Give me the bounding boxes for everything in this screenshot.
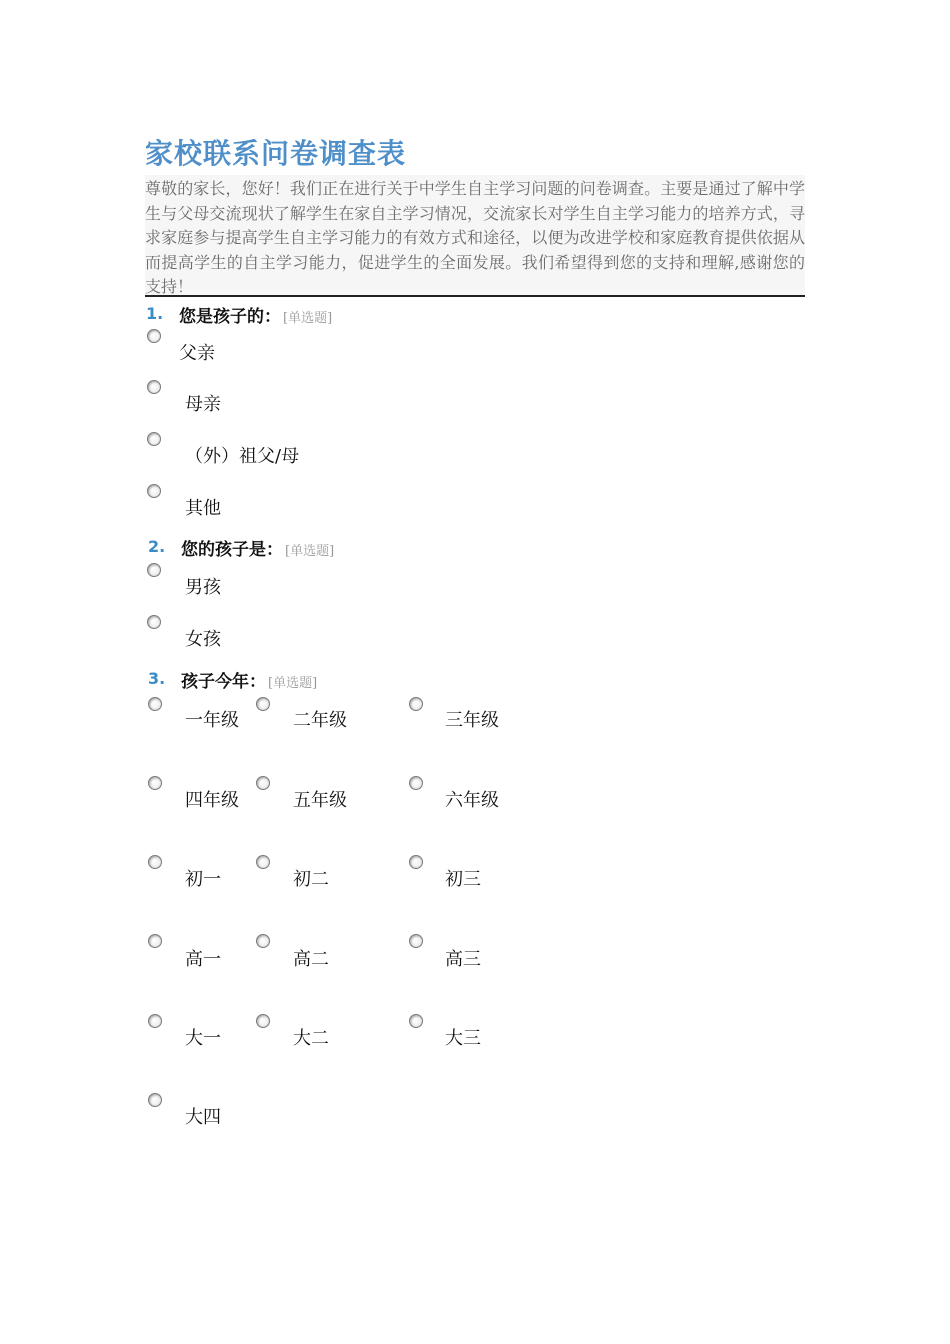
radio-q3-opt11[interactable] [256, 934, 270, 948]
question-title [181, 535, 334, 560]
radio-q3-opt5[interactable] [256, 776, 270, 790]
question-type-tag: [单选题] [283, 311, 333, 326]
radio-q2-opt1[interactable] [147, 563, 161, 577]
radio-q3-opt16[interactable] [148, 1093, 162, 1107]
option-label: 大二 [293, 1028, 329, 1049]
question-title-text: 您的孩子是： [181, 540, 283, 560]
question-number: 2. [148, 537, 166, 556]
question-title [179, 302, 332, 327]
option-label: 其他 [185, 498, 221, 519]
question-number: 3. [148, 669, 166, 688]
radio-q1-opt2[interactable] [147, 380, 161, 394]
radio-q3-opt9[interactable] [409, 855, 423, 869]
radio-q3-opt3[interactable] [409, 697, 423, 711]
option-label: 高一 [185, 949, 221, 970]
radio-q3-opt14[interactable] [256, 1014, 270, 1028]
option-label: 女孩 [185, 629, 221, 650]
option-label: 五年级 [293, 790, 347, 811]
question-number: 1. [146, 304, 164, 323]
option-label: 高三 [445, 949, 481, 970]
radio-q3-opt12[interactable] [409, 934, 423, 948]
question-type-tag: [单选题] [268, 676, 318, 691]
option-label: 男孩 [185, 577, 221, 598]
radio-q3-opt7[interactable] [148, 855, 162, 869]
radio-q3-opt10[interactable] [148, 934, 162, 948]
option-label: 初一 [185, 869, 221, 890]
radio-q3-opt2[interactable] [256, 697, 270, 711]
option-label: 六年级 [445, 790, 499, 811]
option-label: 父亲 [179, 343, 215, 364]
question-title [181, 667, 317, 692]
option-label: 高二 [293, 949, 329, 970]
radio-q1-opt1[interactable] [147, 329, 161, 343]
option-label: 大四 [185, 1107, 221, 1128]
option-label: （外）祖父/母 [185, 446, 300, 467]
radio-q1-opt3[interactable] [147, 432, 161, 446]
page-title: 家校联系问卷调查表 [145, 137, 407, 170]
question-title-text: 您是孩子的： [179, 307, 281, 327]
option-label: 初二 [293, 869, 329, 890]
intro-text: 尊敬的家长，您好！我们正在进行关于中学生自主学习问题的问卷调查。主要是通过了解中学生与父母交流现状了解学生在家自主学习情况，交流家长对学生自主学习能力的培养方式，寻求家庭参与提高学生自主学习能力的有效方式和途径，以便为改进学校和家庭教育提供依据从而提高学生的自主学习能力，促进学生的全面发展。我们希望得到您的支持和理解,感谢您的支持！ [145, 175, 805, 297]
radio-q1-opt4[interactable] [147, 484, 161, 498]
option-label: 四年级 [185, 790, 239, 811]
option-label: 大一 [185, 1028, 221, 1049]
radio-q3-opt13[interactable] [148, 1014, 162, 1028]
radio-q3-opt8[interactable] [256, 855, 270, 869]
option-label: 初三 [445, 869, 481, 890]
option-label: 二年级 [293, 710, 347, 731]
option-label: 大三 [445, 1028, 481, 1049]
radio-q3-opt15[interactable] [409, 1014, 423, 1028]
question-title-text: 孩子今年： [181, 672, 266, 692]
radio-q3-opt6[interactable] [409, 776, 423, 790]
radio-q2-opt2[interactable] [147, 615, 161, 629]
option-label: 三年级 [445, 710, 499, 731]
option-label: 一年级 [185, 710, 239, 731]
radio-q3-opt1[interactable] [148, 697, 162, 711]
question-type-tag: [单选题] [285, 544, 335, 559]
option-label: 母亲 [185, 394, 221, 415]
radio-q3-opt4[interactable] [148, 776, 162, 790]
